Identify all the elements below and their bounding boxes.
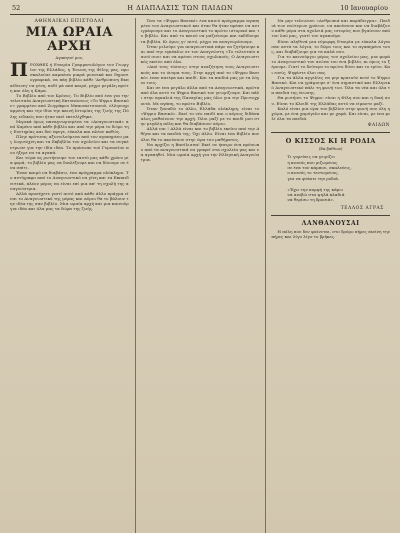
paragraph: Όταν μιλούμε για αναγνωστικά πάμε να ζητήσουμε και από την εγκύκλιο σε τον Αναγνώστη «Το τελευταίο καινό σου» και να αρέσει στους σχολικούς. Ο Αναγνωστικός εκείνο από όλα. xyxy=(140,43,260,65)
paragraph: Να αρχίζει η Βασίλισσα! Εκεί σε ήπειρο ένα πρόσωπο από τα αναγνωστικά να γραφεί στα σχολεία μας και να αγαπηθεί. Μια ωραία αρχή για την Ελληνική Αναγνώστρια. xyxy=(140,141,260,163)
paragraph: Αλλά ναι ! Αλλά είναι και το βιβλίο εκείνο από την Αθήνα και τα παιδιά της. Όχι άλλο. Είναι ένα Βιβλίο που όλοι θα το ακούσουν στην ώρα του μαθήματος. xyxy=(140,126,260,142)
poet-name: ΤΕΛΛΟΣ ΑΓΡΑΣ xyxy=(340,205,385,211)
column-1 xyxy=(10,18,129,533)
poem-subtitle: (Εκ βαθέων) xyxy=(318,146,343,152)
page-number: 52 xyxy=(12,4,21,12)
article-salutation: Αγαπητοί μου, xyxy=(55,55,84,60)
divider xyxy=(271,132,390,133)
poem-line: η κισσός που ριζωμένος xyxy=(287,159,338,165)
poem-line: ο κισσός το τεντωμένος, xyxy=(287,170,339,176)
paragraph: Το Βιβλίο από τον Κρόνος. Το Βιβλίο από ένα για την τελευταία Αναγνωστική Εκτυπώσεως «Το Ψηφιο Βασικόν» γραμμένο από Ζωγράφου Μπαουκιτσιανού, ελληνογραμμένη και την ίδια την καινή Ιστορίας της ζωής της Πόλης ειδικώς που ήταν εκεί εκτυλίχθηκε. xyxy=(10,92,129,119)
poem-body xyxy=(271,154,390,203)
magazine-title: Η ΔΙΑΠΛΑΣΙΣ ΤΩΝ ΠΑΙΔΩΝ xyxy=(127,4,234,12)
column-1-body xyxy=(10,59,129,212)
paragraph: Θα ρωτήσει το Ψηφιο: είναι η Φίλη σου και η δική σου. Είναι το Κλειδί της Ελλάδας αυτό να είμαστε μαζί. xyxy=(271,95,391,106)
riddle-text: Η πόλη που δεν φαίνεται, στο δρόμο πήρες εκείνη την πήρες και λίγο λίγο το βρήκες. xyxy=(271,228,391,239)
poem-title: Ο ΚΙΣΣΟΣ ΚΙ Η ΡΟΔΙΑ xyxy=(285,137,376,146)
page-header xyxy=(10,4,390,15)
poem-line: σε ένα τον κάμπου, σκαλεύεις, xyxy=(287,164,352,170)
paragraph: Για το καινούργιο μέρος του σχολείου μας, μια φορά το Αναγνωστικό του αιώνα του ένα βιβλίο, κι όμως το ξέρουμε. Γιατί το δεύτερο το πρώτο δίνει και το τρίτο. Και εσείς; Ψηφίστε όλοι σας. xyxy=(271,54,391,75)
poem-line: να ανεβώ στα ψηλά κλαδιά xyxy=(287,191,345,197)
paragraph: «Από τους τόσους» στην αναζήτηση τους Αναγνωστικούς και το όνομα τους. Στην αρχή από το «Ψηφιο Βασικό» έναν πατέρα και παιδί. Και τα παιδιά μας με τα λόγια τους. xyxy=(140,64,260,85)
poem-line: να θερίσω τη δροσιά». xyxy=(287,197,335,203)
divider xyxy=(271,215,390,216)
article-signature: ΦΑΙΔΩΝ xyxy=(367,123,391,129)
columns xyxy=(10,18,390,533)
paragraph: Καλό είναι μια ώρα του βιβλίου στην φωνή σου όλη η χώρα, με ένα χαμόγελο και με χαρά. Και είναι, με ένα φιλί όλα τα παιδιά. xyxy=(271,105,391,121)
paragraph: Αλλά προσέχετε γιατί αυτό από κάθε άλλο πράγμα είναι το Αναγνωστικό της μέρας και αύριο θα το βάλουν την ιδέα της σαν βιβλίο. Μια ωραία αρχή και μια καινούργια ιδέα και όλα μας τα δώρα της ζωής. xyxy=(10,190,129,212)
paragraph: ΡΟΧΘΕΣ ή Εταιρία Γραμματολόγου του Γεωργίου της Ελλάδος, η Ένωση της Φίλης μας, προσκαλούσε καμπόσα μικρά μουσικά και δημοσιογραφικά, να πάη βιβλίο κάθε 'Ανθρώπινη Εκπαίδευση' να γένη, ποδί μά από καιρό, μέχρι μεγάλη πρώτη και όλη η Κάμα. xyxy=(10,62,129,93)
paragraph: Έναν καιρό να διαβάσω, ένα πρόγραμμα ολόκληρο. Το αντίγραφο από το Αναγνωστικό να γίνη και τα Εκπαιδευτικά, πλέον μέρος να είναι επί μια απ' τη σχολή της αναγνώστρια. xyxy=(10,170,129,191)
section-label: ΑΘΗΝΑΪΚΑΙ ΕΠΙΣΤΟΛΑΙ xyxy=(34,19,105,24)
riddles-title: ΛΑΝΘΑΝΟΥΣΑΙ xyxy=(301,219,360,227)
article-title: ΜΙΑ ΩΡΑΙΑ ΑΡΧΗ xyxy=(25,25,113,54)
paragraph: Για τα άλλα αγγελίες να μην κρατούν ποτέ το Ψηφιο Βασικό. Και να γράψουμε σ' ένα σημαντικό και Ελληνικό Αναγνωστικό πάλι τη φωνή του. Όλα τα νέα και όλα τα παιδιά της ένωσης. xyxy=(271,74,391,96)
paragraph: Να μην τελειώσει «Ανθρωπιά και παράδειγμα». Παιδιά των νεώτερων χρόνων, να ακούσουν και να διαβάζουν κάθε μέρα στα σχολειά μας ιστορίες που βγαίνουν από τον λαό μας, γιατί τον αγαπούμε. xyxy=(271,18,391,39)
paragraph: Μερικά όμως παναγνωρισμένα τα «Αναγνωστικά» από Χαμένο από κάθε βιβλίο και από την μέρα το δώρο της Ευετηρίας και δεν έφυγε, εύκολα και πλέον καθώς. xyxy=(10,118,129,135)
paragraph: Και τώρα ας ρωτήσουμε τον εαυτό μας κάθε χρόνο μια φορά, το βιβλίο μας να διαλέξουμε και να δίνουμε σε ένα σπίτι. xyxy=(10,154,129,171)
issue-date: 10 Ιανουαρίου xyxy=(340,4,388,12)
paragraph: Όταν ξαναδώ το άλλο, Ελλάδα ολόκληρη, είναι το «Ψηφιο Βασικό». Εκεί το νέο παιδί και ο κύριος διδάσκαλος μαθαίνουν την αρχή. Όλοι μαζί με το παιδί μου στην μεγάλη πόλη και θα διαβάσουν αύριο. xyxy=(140,105,260,127)
paragraph: Πλην πρότινας αξιοτελούμενα από τον αγαπημένο μας λογοτέχνη και τα Εκβιβλία του σχολείου και τα συγκέντρωσε για την ιδία ιδέα. Το πρόσωπο τού Γυμνασίου που ήξερε να τα αγαπά. xyxy=(10,134,129,155)
paragraph: Όσο τα «Ψηφιο Βασικό» ένα καινό πρόγραμμα αγαπημένο του Αναγνωστικού και όταν θα ήταν πρέπει να αντιγράψουμε και το Αναγνωστικό το πρώτο ιστορικό και το βιβλίο. Και από το καινό να μαζεύουμε και εκδίδουμε τα βιβλία. Κι όμως γι' αυτό, μέχρι να αναγνωρίσουμε. xyxy=(140,18,260,44)
column-3 xyxy=(265,18,390,533)
paragraph: Είναι αληθινά μια εύμορφη Εταιρία με εύκολα λόγια σαν αυτά τα λόγια, το δώρο τους και το αγαπημένο τους, και διαβάζουμε για τα καλά σου. xyxy=(271,38,391,54)
poem-line: για να φτάσει την ροδιά. xyxy=(287,175,340,181)
paragraph: Και σε ένα μεγάλο άλλα από τα Αναγνωστικά, πρώτα από όλα αυτό το Ψηφιο Βασικό τον γνωρίζουμε. Και πάλι στην αγκαλιά της Παναγίας μας όλοι για την Πρωτοχρονιά. Με αγάπη, το πρώτο Βιβλίο. xyxy=(140,85,260,106)
column-2 xyxy=(135,18,260,533)
poem-line: Τι γυρεύεις να γειρίζει xyxy=(287,154,335,160)
poem-line: «Έχω την κορφή της κάμω xyxy=(287,186,343,192)
drop-cap: Π xyxy=(10,59,28,81)
